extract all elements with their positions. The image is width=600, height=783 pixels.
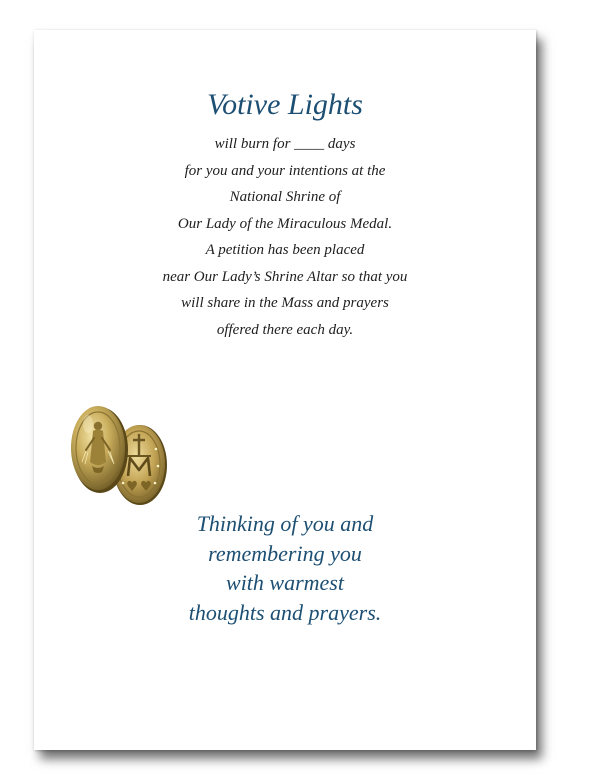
- medal-front: [71, 406, 128, 493]
- message-line: Our Lady of the Miraculous Medal.: [177, 215, 393, 232]
- closing-message: [34, 509, 536, 627]
- closing-line: with warmest: [226, 570, 344, 595]
- card-message: [34, 131, 536, 343]
- message-line: will burn for ____ days: [214, 136, 356, 152]
- closing-line: thoughts and prayers.: [188, 599, 382, 625]
- message-line: for you and your intentions at the: [184, 162, 386, 179]
- message-line: offered there each day.: [216, 321, 354, 338]
- message-line: near Our Lady’s Shrine Altar so that you: [162, 268, 408, 285]
- miraculous-medal-image: [70, 404, 174, 516]
- mass-card: [34, 30, 536, 750]
- message-line: will share in the Mass and prayers: [181, 295, 389, 311]
- closing-line: Thinking of you and: [196, 511, 374, 536]
- message-line: A petition has been placed: [205, 242, 365, 258]
- card-title: Votive Lights: [207, 88, 363, 121]
- message-line: National Shrine of: [229, 189, 341, 205]
- closing-line: remembering you: [208, 540, 362, 566]
